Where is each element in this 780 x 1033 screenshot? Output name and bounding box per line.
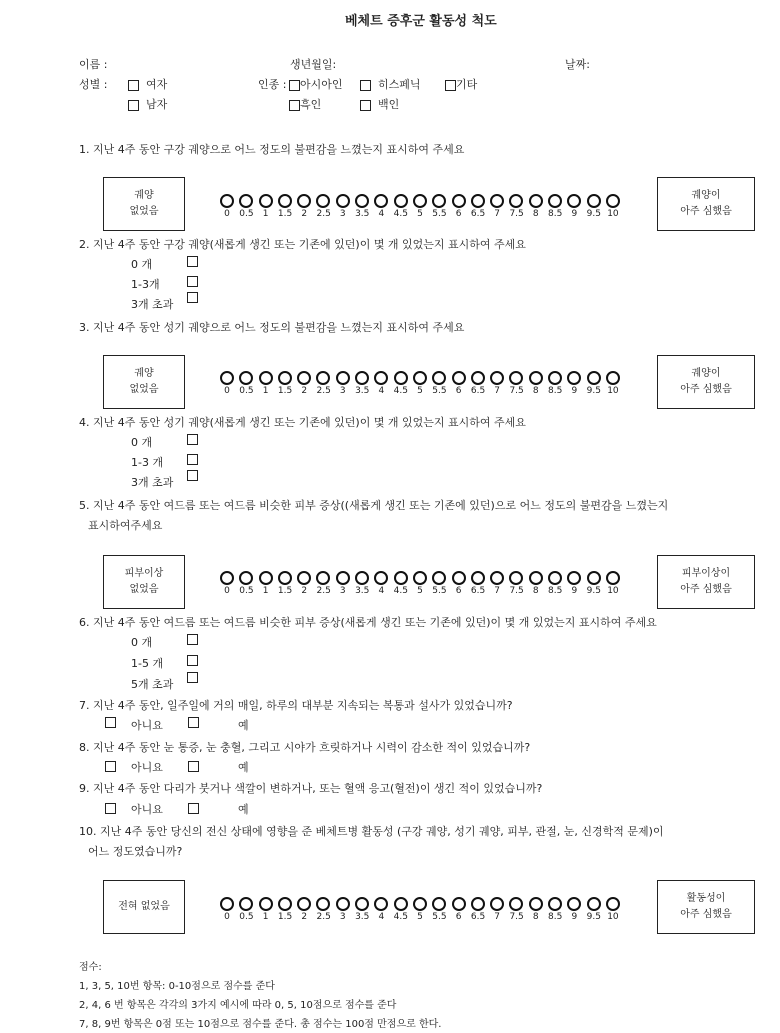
q7-no-checkbox[interactable]: [105, 717, 116, 728]
scale-circle[interactable]: [432, 571, 446, 585]
scale-circle[interactable]: [509, 571, 523, 585]
scale-ticks: [220, 209, 620, 219]
scale-tick-label: 3: [339, 912, 346, 922]
scale-tick-label: 9.5: [586, 386, 601, 396]
scale-circle[interactable]: [452, 194, 466, 208]
scale-circle[interactable]: [278, 194, 292, 208]
scale-tick-label: 2.5: [316, 209, 331, 219]
scale-tick-label: 1.5: [277, 386, 293, 396]
scale-tick-label: 2.5: [316, 586, 331, 596]
scale-circle[interactable]: [394, 371, 408, 385]
scale-circle[interactable]: [413, 371, 427, 385]
sex-male-option[interactable]: 남자: [128, 96, 167, 112]
scale-circle[interactable]: [259, 371, 273, 385]
q6-option-label: 1-5 개: [131, 657, 164, 670]
scale-circle[interactable]: [548, 897, 562, 911]
scale-circle[interactable]: [278, 897, 292, 911]
scale-circle[interactable]: [452, 371, 466, 385]
scale-tick-label: 0: [224, 586, 230, 596]
q5-right-anchor: 피부이상이 아주 심했음: [657, 555, 755, 609]
scale-circle[interactable]: [413, 571, 427, 585]
scale-tick-label: 2: [301, 912, 308, 922]
scale-ticks: [220, 912, 620, 922]
scale-circle[interactable]: [374, 571, 388, 585]
scale-circle[interactable]: [239, 897, 253, 911]
scale-circle[interactable]: [509, 194, 523, 208]
scale-circle[interactable]: [606, 897, 620, 911]
q10-left-anchor: 전혀 없었음: [103, 880, 185, 934]
scoring-line-1: 1, 3, 5, 10번 항목: 0-10점으로 점수를 준다: [79, 981, 275, 992]
scale-circle[interactable]: [567, 897, 581, 911]
race-label: 인종 :: [258, 78, 287, 91]
scale-tick-label: 5: [417, 912, 423, 922]
scale-circle[interactable]: [316, 571, 330, 585]
scale-circle[interactable]: [316, 897, 330, 911]
scale-circle[interactable]: [432, 371, 446, 385]
scale-tick-label: 6.5: [470, 386, 486, 396]
scale-circle[interactable]: [316, 371, 330, 385]
scale-tick-label: 3.5: [355, 209, 370, 219]
q8-yes-checkbox[interactable]: [188, 761, 199, 772]
scale-circle[interactable]: [471, 571, 485, 585]
name-label: 이름 :: [79, 58, 108, 71]
scale-circle[interactable]: [374, 371, 388, 385]
scale-circle[interactable]: [587, 571, 601, 585]
q10-scale[interactable]: [220, 897, 620, 922]
scale-circle[interactable]: [490, 371, 504, 385]
q9-no-checkbox[interactable]: [105, 803, 116, 814]
scale-tick-label: 7.5: [509, 209, 524, 219]
scale-tick-label: 9.5: [586, 209, 601, 219]
scale-circle[interactable]: [394, 194, 408, 208]
scale-circle[interactable]: [529, 897, 543, 911]
q6-option-label: 0 개: [131, 636, 153, 649]
scale-tick-label: 4.5: [393, 386, 408, 396]
scale-tick-label: 1.5: [277, 912, 293, 922]
scale-tick-label: 4.5: [393, 912, 408, 922]
q4-option-label: 0 개: [131, 436, 153, 449]
scale-tick-label: 4: [378, 912, 385, 922]
scale-circle[interactable]: [336, 194, 350, 208]
q9-no-label: 아니요: [131, 803, 163, 816]
sex-label: 성별 :: [79, 78, 108, 91]
scale-tick-label: 3: [339, 209, 346, 219]
q6-option-label: 5개 초과: [131, 678, 174, 691]
scale-tick-label: 5.5: [432, 209, 447, 219]
race-asian-option[interactable]: 아시아인: [289, 76, 343, 92]
q4-option-checkbox[interactable]: [187, 434, 198, 445]
question-9: 9. 지난 4주 동안 다리가 붓거나 색깔이 변하거나, 또는 혈액 응고(혈전)이 생긴 적이 있었습니까?: [79, 782, 543, 795]
scale-tick-label: 9.5: [586, 912, 601, 922]
scale-circle[interactable]: [278, 571, 292, 585]
scale-circle[interactable]: [548, 194, 562, 208]
page-title: 베체트 증후군 활동성 척도: [345, 14, 497, 29]
scale-tick-label: 1: [262, 386, 269, 396]
scale-circle[interactable]: [432, 897, 446, 911]
q4-option-label: 1-3 개: [131, 456, 164, 469]
scoring-label: 점수:: [79, 962, 102, 973]
scale-tick-label: 1: [262, 912, 269, 922]
scale-circle[interactable]: [278, 371, 292, 385]
scale-tick-label: 6: [455, 386, 462, 396]
scale-tick-label: 4.5: [393, 586, 408, 596]
scale-tick-label: 8.5: [548, 209, 563, 219]
scale-tick-label: 6: [455, 586, 462, 596]
scale-tick-label: 0.5: [239, 912, 254, 922]
scale-tick-label: 8: [532, 912, 539, 922]
scale-tick-label: 6.5: [470, 209, 486, 219]
scale-circles: [220, 571, 620, 585]
scale-tick-label: 3.5: [355, 586, 370, 596]
scale-circle[interactable]: [471, 897, 485, 911]
race-other-option[interactable]: 기타: [445, 76, 477, 92]
scale-circle[interactable]: [374, 194, 388, 208]
q8-no-label: 아니요: [131, 761, 163, 774]
question-6: 6. 지난 4주 동안 여드름 또는 여드름 비슷한 피부 증상(새롭게 생긴 또는 기존에 있던)이 몇 개 있었는지 표시하여 주세요: [79, 616, 657, 629]
q10-right-anchor: 활동성이 아주 심했음: [657, 880, 755, 934]
scale-tick-label: 4.5: [393, 209, 408, 219]
scale-tick-label: 7: [494, 386, 501, 396]
q2-option-checkbox[interactable]: [187, 276, 198, 287]
scale-circles: [220, 897, 620, 911]
scale-tick-label: 9: [571, 386, 578, 396]
q9-yes-checkbox[interactable]: [188, 803, 199, 814]
q1-right-anchor: 궤양이 아주 심했음: [657, 177, 755, 231]
scale-circle[interactable]: [529, 371, 543, 385]
scale-tick-label: 9.5: [586, 586, 601, 596]
scale-circle[interactable]: [259, 194, 273, 208]
scale-circle[interactable]: [471, 371, 485, 385]
scale-tick-label: 6.5: [470, 912, 486, 922]
q7-yes-label: 예: [238, 719, 249, 732]
scale-tick-label: 7.5: [509, 912, 524, 922]
q6-option-checkbox[interactable]: [187, 634, 198, 645]
scale-circle[interactable]: [220, 571, 234, 585]
scale-circle[interactable]: [297, 371, 311, 385]
scale-circle[interactable]: [259, 571, 273, 585]
scale-circle[interactable]: [587, 897, 601, 911]
scale-tick-label: 8.5: [548, 586, 563, 596]
scale-circle[interactable]: [413, 194, 427, 208]
checkbox[interactable]: [289, 100, 300, 111]
scale-circle[interactable]: [490, 194, 504, 208]
scale-tick-label: 4: [378, 386, 385, 396]
scale-circle[interactable]: [548, 371, 562, 385]
scale-tick-label: 10: [607, 386, 619, 396]
scale-tick-label: 5: [417, 386, 423, 396]
q3-left-anchor: 궤양 없었음: [103, 355, 185, 409]
question-5-line2: 표시하여주세요: [88, 519, 163, 532]
scale-tick-label: 8.5: [548, 912, 563, 922]
checkbox[interactable]: [128, 80, 139, 91]
scale-circle[interactable]: [220, 897, 234, 911]
checkbox[interactable]: [360, 100, 371, 111]
scale-circle[interactable]: [432, 194, 446, 208]
scale-circle[interactable]: [606, 194, 620, 208]
scale-tick-label: 1.5: [277, 209, 293, 219]
scale-circles: [220, 371, 620, 385]
scale-tick-label: 5: [417, 209, 423, 219]
scale-circle[interactable]: [355, 194, 369, 208]
scale-circle[interactable]: [567, 194, 581, 208]
q2-option-label: 1-3개: [131, 278, 160, 291]
question-10-line1: 10. 지난 4주 동안 당신의 전신 상태에 영향을 준 베체트병 활동성 (구강 궤양, 성기 궤양, 피부, 관절, 눈, 신경학적 문제)이: [79, 825, 664, 838]
scale-circle[interactable]: [239, 571, 253, 585]
checkbox[interactable]: [445, 80, 456, 91]
scale-tick-label: 2: [301, 586, 308, 596]
scale-tick-label: 9: [571, 209, 578, 219]
scale-tick-label: 7: [494, 912, 501, 922]
scale-circle[interactable]: [394, 571, 408, 585]
question-1: 1. 지난 4주 동안 구강 궤양으로 어느 정도의 불편감을 느꼈는지 표시하여 주세요: [79, 143, 465, 156]
scale-circle[interactable]: [259, 897, 273, 911]
q1-left-anchor: 궤양 없었음: [103, 177, 185, 231]
scale-circle[interactable]: [452, 571, 466, 585]
q9-yes-label: 예: [238, 803, 249, 816]
scale-circle[interactable]: [452, 897, 466, 911]
scale-circle[interactable]: [355, 571, 369, 585]
scale-circle[interactable]: [509, 371, 523, 385]
scale-tick-label: 0: [224, 209, 230, 219]
scale-circle[interactable]: [509, 897, 523, 911]
scale-tick-label: 1: [262, 209, 269, 219]
date-label: 날짜:: [565, 58, 590, 71]
scale-tick-label: 5.5: [432, 386, 447, 396]
scale-tick-label: 8: [532, 209, 539, 219]
q7-no-label: 아니요: [131, 719, 163, 732]
scale-tick-label: 7: [494, 586, 501, 596]
scale-circles: [220, 194, 620, 208]
question-10-line2: 어느 정도였습니까?: [88, 845, 183, 858]
scale-tick-label: 3: [339, 386, 346, 396]
q1-scale[interactable]: [220, 194, 620, 219]
scale-tick-label: 10: [607, 209, 619, 219]
scale-circle[interactable]: [220, 371, 234, 385]
birth-label: 생년월일:: [290, 58, 337, 71]
scale-tick-label: 6.5: [470, 586, 486, 596]
question-5-line1: 5. 지난 4주 동안 여드름 또는 여드름 비슷한 피부 증상((새롭게 생긴 또는 기존에 있던)으로 어느 정도의 불편감을 느꼈는지: [79, 499, 669, 512]
scale-tick-label: 2: [301, 209, 308, 219]
q5-scale[interactable]: [220, 571, 620, 596]
q8-no-checkbox[interactable]: [105, 761, 116, 772]
scale-tick-label: 1.5: [277, 586, 293, 596]
question-3: 3. 지난 4주 동안 성기 궤양으로 어느 정도의 불편감을 느꼈는지 표시하여 주세요: [79, 321, 465, 334]
scale-tick-label: 10: [607, 912, 619, 922]
scale-tick-label: 3: [339, 586, 346, 596]
q2-option-label: 0 개: [131, 258, 153, 271]
q3-right-anchor: 궤양이 아주 심했음: [657, 355, 755, 409]
question-2: 2. 지난 4주 동안 구강 궤양(새롭게 생긴 또는 기존에 있던)이 몇 개 있었는지 표시하여 주세요: [79, 238, 526, 251]
race-white-option[interactable]: 백인: [360, 96, 399, 112]
scale-tick-label: 7: [494, 209, 501, 219]
scale-tick-label: 10: [607, 586, 619, 596]
scale-tick-label: 0: [224, 912, 230, 922]
scale-circle[interactable]: [606, 571, 620, 585]
scale-tick-label: 0.5: [239, 209, 254, 219]
question-7: 7. 지난 4주 동안, 일주일에 거의 매일, 하루의 대부분 지속되는 복통과 설사가 있었습니까?: [79, 699, 513, 712]
q4-option-checkbox[interactable]: [187, 454, 198, 465]
scale-tick-label: 0.5: [239, 386, 254, 396]
sex-female-option[interactable]: 여자: [128, 76, 167, 92]
question-4: 4. 지난 4주 동안 성기 궤양(새롭게 생긴 또는 기존에 있던)이 몇 개 있었는지 표시하여 주세요: [79, 416, 526, 429]
scale-tick-label: 6: [455, 209, 462, 219]
q4-option-label: 3개 초과: [131, 476, 174, 489]
scoring-line-2: 2, 4, 6 번 항목은 각각의 3가지 예시에 따라 0, 5, 10점으로 점수를 준다: [79, 1000, 397, 1011]
scale-tick-label: 3.5: [355, 386, 370, 396]
scale-circle[interactable]: [567, 571, 581, 585]
scale-tick-label: 5: [417, 586, 423, 596]
scale-tick-label: 2.5: [316, 386, 331, 396]
scale-tick-label: 5.5: [432, 586, 447, 596]
scale-circle[interactable]: [355, 897, 369, 911]
scale-circle[interactable]: [336, 371, 350, 385]
scale-tick-label: 8: [532, 586, 539, 596]
scale-circle[interactable]: [297, 194, 311, 208]
scale-tick-label: 0: [224, 386, 230, 396]
checkbox[interactable]: [128, 100, 139, 111]
scale-circle[interactable]: [374, 897, 388, 911]
q2-option-checkbox[interactable]: [187, 256, 198, 267]
scale-circle[interactable]: [220, 194, 234, 208]
scale-circle[interactable]: [239, 371, 253, 385]
scale-circle[interactable]: [239, 194, 253, 208]
scale-circle[interactable]: [336, 571, 350, 585]
scale-circle[interactable]: [529, 194, 543, 208]
q3-scale[interactable]: [220, 371, 620, 396]
scale-circle[interactable]: [316, 194, 330, 208]
scale-tick-label: 8.5: [548, 386, 563, 396]
scale-tick-label: 1: [262, 586, 269, 596]
scale-circle[interactable]: [606, 371, 620, 385]
q6-option-checkbox[interactable]: [187, 672, 198, 683]
q8-yes-label: 예: [238, 761, 249, 774]
scale-tick-label: 5.5: [432, 912, 447, 922]
q7-yes-checkbox[interactable]: [188, 717, 199, 728]
checkbox[interactable]: [360, 80, 371, 91]
checkbox[interactable]: [289, 80, 300, 91]
scale-circle[interactable]: [297, 571, 311, 585]
q4-option-checkbox[interactable]: [187, 470, 198, 481]
q2-option-label: 3개 초과: [131, 298, 174, 311]
scale-tick-label: 7.5: [509, 586, 524, 596]
scale-ticks: [220, 586, 620, 596]
scale-circle[interactable]: [394, 897, 408, 911]
race-hispanic-option[interactable]: 히스페닉: [360, 76, 421, 92]
scale-tick-label: 8: [532, 386, 539, 396]
scale-tick-label: 3.5: [355, 912, 370, 922]
scale-tick-label: 9: [571, 586, 578, 596]
scale-tick-label: 7.5: [509, 386, 524, 396]
scale-ticks: [220, 386, 620, 396]
question-8: 8. 지난 4주 동안 눈 통증, 눈 충혈, 그리고 시야가 흐릿하거나 시력이 감소한 적이 있었습니까?: [79, 741, 531, 754]
scale-circle[interactable]: [587, 371, 601, 385]
scale-circle[interactable]: [490, 897, 504, 911]
scale-circle[interactable]: [529, 571, 543, 585]
scale-circle[interactable]: [355, 371, 369, 385]
race-black-option[interactable]: 흑인: [289, 96, 321, 112]
q6-option-checkbox[interactable]: [187, 655, 198, 666]
scale-circle[interactable]: [490, 571, 504, 585]
scale-tick-label: 4: [378, 209, 385, 219]
scale-circle[interactable]: [471, 194, 485, 208]
scale-circle[interactable]: [587, 194, 601, 208]
q5-left-anchor: 피부이상 없었음: [103, 555, 185, 609]
scale-tick-label: 9: [571, 912, 578, 922]
scale-circle[interactable]: [548, 571, 562, 585]
scale-circle[interactable]: [336, 897, 350, 911]
scale-tick-label: 0.5: [239, 586, 254, 596]
scale-tick-label: 6: [455, 912, 462, 922]
q2-option-checkbox[interactable]: [187, 292, 198, 303]
scale-circle[interactable]: [413, 897, 427, 911]
scale-circle[interactable]: [567, 371, 581, 385]
scale-tick-label: 4: [378, 586, 385, 596]
scale-tick-label: 2.5: [316, 912, 331, 922]
scoring-line-3: 7, 8, 9번 항목은 0점 또는 10점으로 점수를 준다. 총 점수는 100점 만점으로 한다.: [79, 1019, 442, 1030]
scale-circle[interactable]: [297, 897, 311, 911]
scale-tick-label: 2: [301, 386, 308, 396]
